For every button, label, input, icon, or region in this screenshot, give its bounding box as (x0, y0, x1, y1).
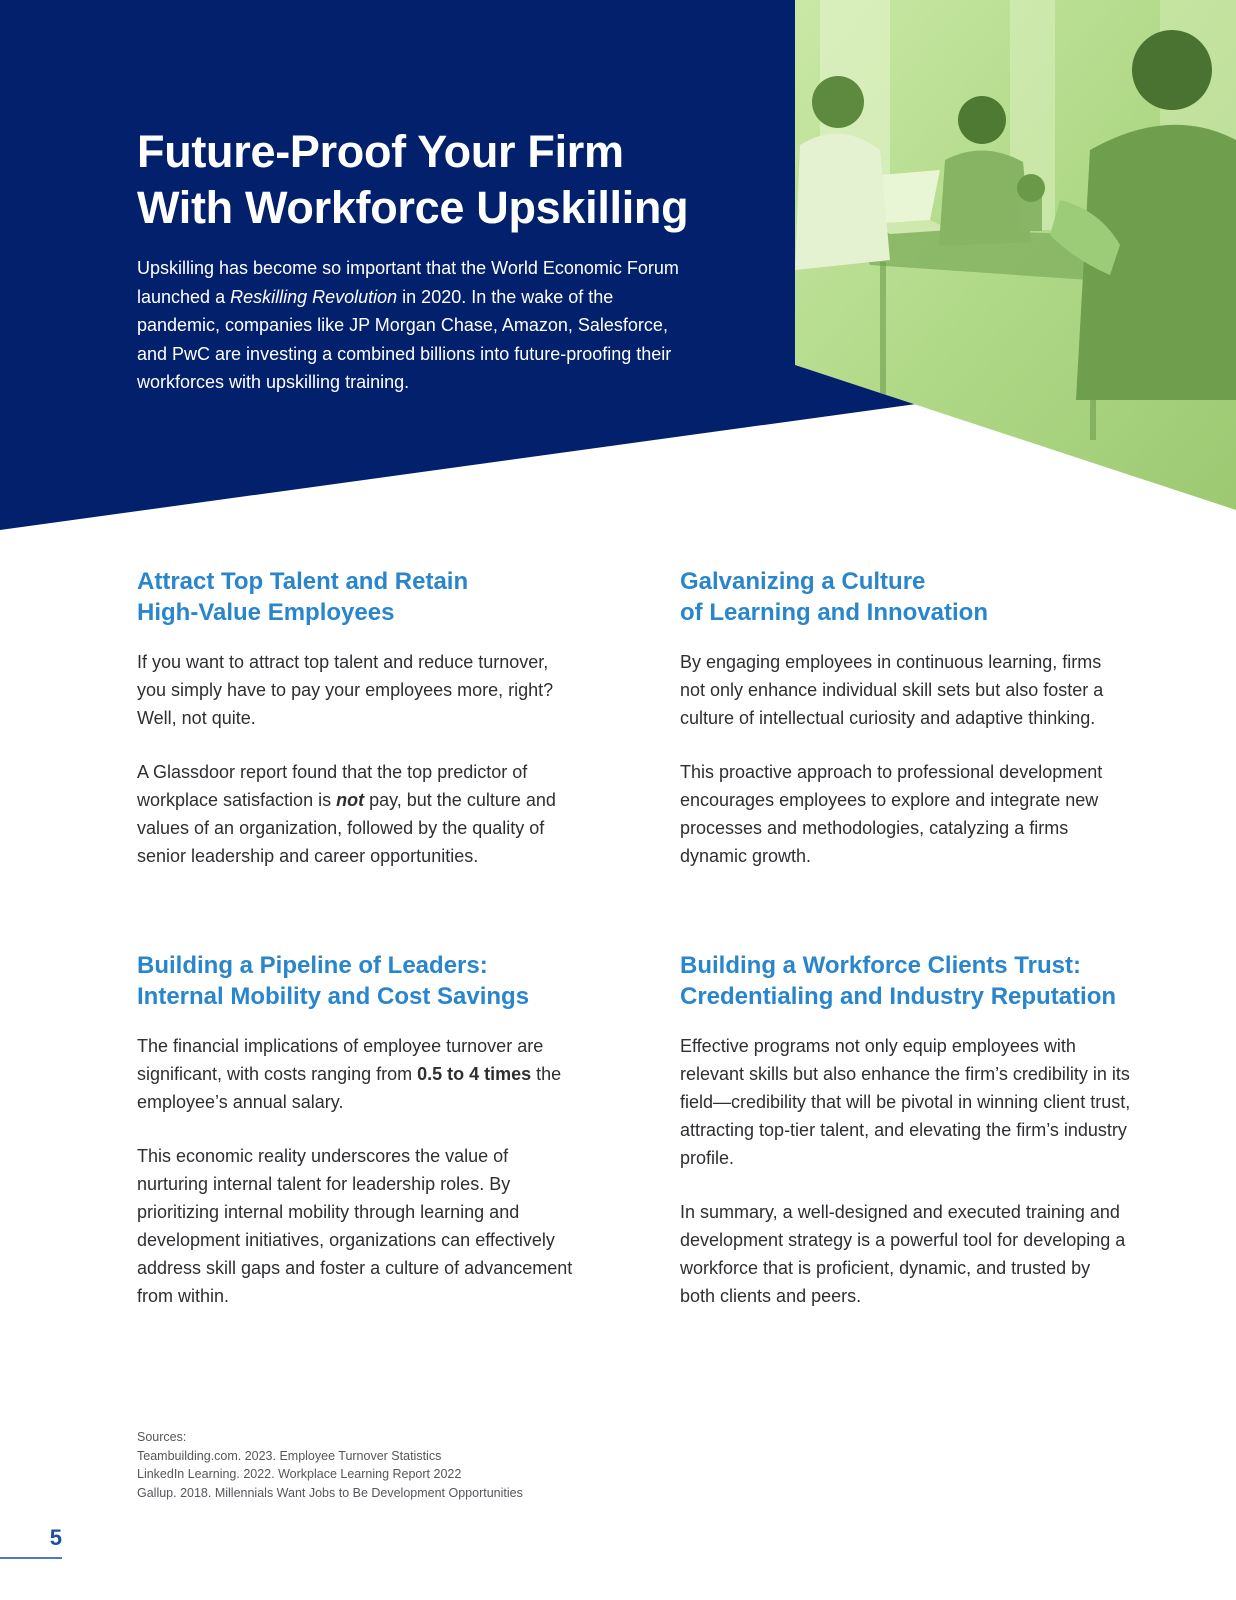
hero-intro-italic: Reskilling Revolution (230, 286, 398, 307)
source-item: Gallup. 2018. Millennials Want Jobs to Be Development Opportunities (137, 1485, 523, 1500)
section-pipeline-heading-line-1: Building a Pipeline of Leaders: (137, 952, 488, 979)
section-talent-p2-text-2: pay, but the culture and values of an organization, followed by the quality of senior leadership and career opportunities. (137, 790, 556, 866)
section-pipeline-heading (137, 950, 597, 1012)
section-talent-heading-line-1: Attract Top Talent and Retain (137, 568, 469, 595)
section-trust-heading-line-1: Building a Workforce Clients Trust: (680, 952, 1081, 979)
section-culture-paragraph-2: This proactive approach to professional development encourages employees to explore and integrate new processes and methodologies, catalyzing a firms dynamic growth. (680, 762, 1103, 866)
section-trust-heading (680, 950, 1150, 1012)
page-title-line-2: With Workforce Upskilling (137, 182, 689, 233)
section-pipeline-paragraph-2: This economic reality underscores the value of nurturing internal talent for leadership roles. By prioritizing internal mobility through learning and development initiatives, organizations can effectively address skill gaps and foster a culture of advancement from within. (137, 1146, 573, 1306)
section-culture-heading-line-2: of Learning and Innovation (680, 599, 988, 626)
section-pipeline-paragraph-1 (137, 1032, 597, 1116)
section-talent-p2-text-1: A Glassdoor report found that the top predictor of workplace satisfaction is (137, 762, 528, 810)
section-culture-paragraph-1: By engaging employees in continuous learning, firms not only enhance individual skill sets but also foster a culture of intellectual curiosity and adaptive thinking. (680, 652, 1104, 728)
hero-intro-text-2: in 2020. In the wake of the pandemic, companies like JP Morgan Chase, Amazon, Salesforce, and PwC are investing a combined billions into future-proofing their workforces with upskilling training. (137, 286, 672, 392)
section-culture (680, 566, 1140, 870)
page-number: 5 (49, 1525, 62, 1550)
section-pipeline (137, 950, 597, 1310)
sources-label: Sources: (137, 1430, 187, 1444)
section-culture-heading-line-1: Galvanizing a Culture (680, 568, 926, 595)
office-photo (795, 0, 1236, 520)
section-trust (680, 950, 1150, 1310)
section-talent (137, 566, 597, 870)
sources (137, 1428, 523, 1502)
section-talent-paragraph-1: If you want to attract top talent and reduce turnover, you simply have to pay your employees more, right? Well, not quite. (137, 652, 554, 728)
section-talent-paragraph-2 (137, 758, 557, 870)
section-trust-heading-line-2: Credentialing and Industry Reputation (680, 983, 1117, 1010)
section-pipeline-p1-text-1: The financial implications of employee turnover are significant, with costs ranging from (137, 1036, 544, 1084)
source-item: Teambuilding.com. 2023. Employee Turnover Statistics (137, 1448, 442, 1463)
page-number-rule (0, 1557, 62, 1559)
section-talent-heading-line-2: High-Value Employees (137, 599, 395, 626)
section-trust-paragraph-2: In summary, a well-designed and executed training and development strategy is a powerful tool for developing a workforce that is proficient, dynamic, and trusted by both clients and peers. (680, 1202, 1126, 1306)
section-trust-paragraph-1: Effective programs not only equip employees with relevant skills but also enhance the firm’s credibility in its field—credibility that will be pivotal in winning client trust, attracting top-tier talent, and elevating the firm’s industry profile. (680, 1036, 1131, 1168)
section-talent-heading (137, 566, 597, 628)
section-pipeline-p1-text-2: the employee’s annual salary. (137, 1064, 562, 1112)
section-pipeline-p1-bold: 0.5 to 4 times (417, 1064, 532, 1084)
page-title (137, 124, 688, 236)
section-talent-p2-emphasis: not (336, 790, 365, 810)
hero-intro (137, 254, 697, 397)
section-culture-heading (680, 566, 1140, 628)
section-pipeline-heading-line-2: Internal Mobility and Cost Savings (137, 983, 530, 1010)
hero-intro-text-1: Upskilling has become so important that the World Economic Forum launched a (137, 258, 679, 307)
source-item: LinkedIn Learning. 2022. Workplace Learning Report 2022 (137, 1467, 462, 1481)
page-title-line-1: Future-Proof Your Firm (137, 126, 624, 177)
